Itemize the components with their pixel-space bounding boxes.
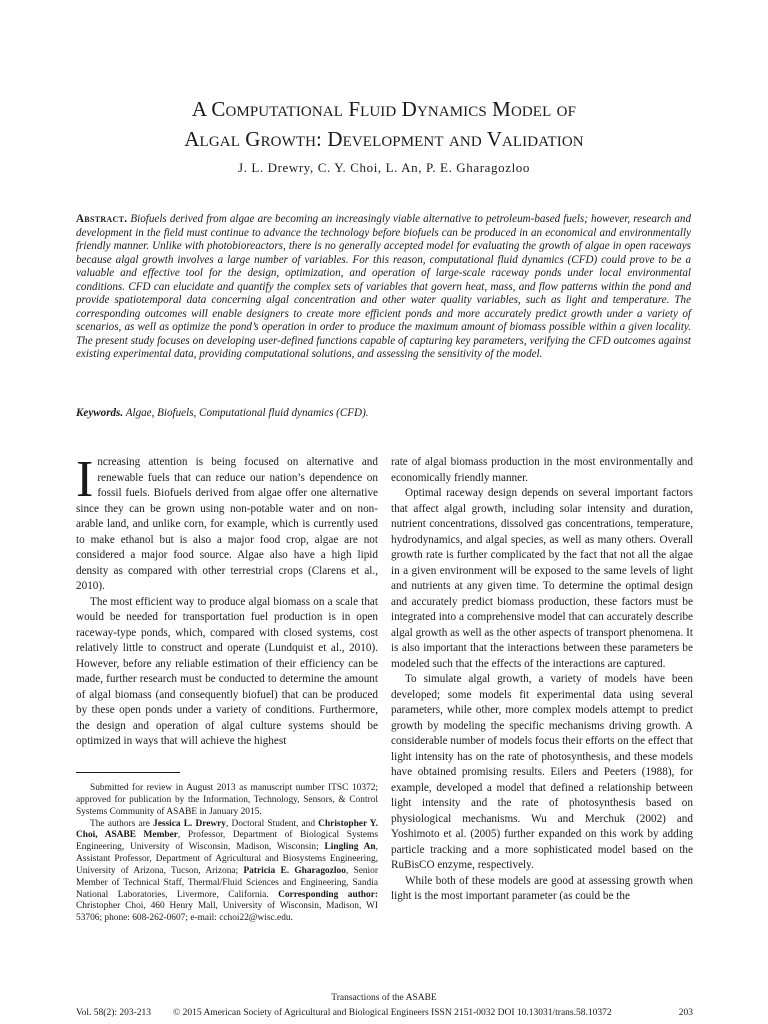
keywords: [76, 406, 691, 420]
body-paragraph: Optimal raceway design depends on several important factors that affect algal growth, including solar intensity and duration, nutrient concentrations, dissolved gas concentrations, temperature, hydrodynamics, and algal species, as well as many others. Overall growth rate is further complicated by the fact that not all the algae in a given environment will be exposed to the same levels of light and nutrients at any given time. To determine the optimal design and accurately predict biomass production, these factors must be integrated into a comprehensive model that can accurately describe algal growth as well as the other aspects of transport phenomena. It is also important that the interactions between these parameters be modeled such that the effects of the interactions are captured.: [391, 487, 693, 670]
author-name: Jessica L. Drewry: [153, 818, 226, 829]
intro-paragraph: [76, 451, 378, 595]
intro-paragraph-text: ncreasing attention is being focused on alternative and renewable fuels that can reduce our nation’s dependence on fossil fuels. Biofuels derived from algae offer one alternative since they can be grown using non-potable water and on non-arable land, and unlike corn, for example, which is currently used to make ethanol but is also a major food crop, algae are not considered a major food source. Algae also have a high lipid density as compared with other terrestrial crops (Clarens et al., 2010).: [76, 456, 378, 592]
author-name: Lingling An: [324, 842, 376, 853]
abstract-text: Biofuels derived from algae are becoming an increasingly viable alternative to petroleum-based fuels; however, research and development in the field must continue to advance the technology before biofuels can be produced in an economical and environmentally friendly manner. Unlike with photobioreactors, there is no generally accepted model for evaluating the growth of algae in open raceways because algal growth involves a large number of variables. For this reason, computational fluid dynamics (CFD) could prove to be a valuable and effective tool for the design, optimization, and operation of large-scale raceway ponds under local environmental conditions. CFD can elucidate and quantify the complex sets of variables that govern heat, mass, and flow patterns within the pond and provide spatiotemporal data concerning algal concentration and other water quality variables, such as light and temperature. The corresponding outcomes will enable designers to create more efficient ponds and more accurately predict growth under a variety of scenarios, as well as optimize the pond’s operation in order to produce the maximum amount of biomass possible within a given locality. The present study focuses on developing user-defined functions capable of capturing key parameters, verifying the CFD outcomes against existing experimental data, providing computational solutions, and assessing the sensitivity of the model.: [76, 213, 691, 361]
footnote-text: Christopher Choi, 460 Henry Mall, University of Wisconsin, Madison, WI 53706; phone: 608-262-0607; e-mail: cchoi22@wisc.edu.: [76, 901, 378, 924]
right-column: [391, 455, 693, 905]
keywords-heading: Keywords.: [76, 407, 124, 419]
footnote-text: , Doctoral Student, and: [226, 818, 319, 829]
keywords-text: Algae, Biofuels, Computational fluid dynamics (CFD).: [123, 407, 369, 419]
paper-title: [0, 94, 768, 154]
abstract-heading: Abstract.: [76, 213, 128, 225]
body-paragraph: To simulate algal growth, a variety of models have been developed; some models fit experimental data using several parameters, while other, more complex models attempt to predict growth by modeling the specific mechanisms driving growth. A considerable number of models focus their efforts on the effect that light intensity has on the rate of photosynthesis, and these models have obtained promising results. Eilers and Peeters (1988), for example, developed a model that defined a relationship between light intensity and the rate of photosynthesis based on physiological mechanisms. Wu and Merchuk (2002) and Yoshimoto et al. (2005) further expanded on this work by adding particle tracking and a more sophisticated model based on the RuBisCO enzyme, respectively.: [391, 673, 693, 871]
footnote-text: , Senior Member of Technical Staff, Thermal/Fluid Sciences and Engineering, Sandia National Laboratories, Livermore, California.: [76, 865, 378, 900]
footnote-text: , Assistant Professor, Department of Agricultural and Biosystems Engineering, University of Arizona, Tucson, Arizona;: [76, 842, 378, 876]
copyright-info: © 2015 American Society of Agricultural and Biological Engineers ISSN 2151-0032 DOI 10.13031/trans.58.10372: [173, 1008, 612, 1018]
author-name: Patricia E. Gharagozloo: [243, 865, 346, 876]
body-paragraph: The most efficient way to produce algal biomass on a scale that would be needed for transportation fuel production is in open raceway-type ponds, which, compared with closed systems, cost relatively little to construct and operate (Lundquist et al., 2010). However, before any reliable estimation of their efficiency can be made, further research must be conducted to determine the amount of algal biomass (and consequently biofuel) that can be produced by these open ponds under a variety of conditions. Furthermore, the design and operation of algal culture systems should be optimized in ways that will achieve the highest: [76, 595, 378, 747]
left-column: [76, 451, 378, 750]
corresponding-author-label: Corresponding author:: [278, 889, 378, 900]
body-paragraph: While both of these models are good at assessing growth when light is the most important parameter (as could be the: [391, 874, 693, 902]
page-number: 203: [678, 1008, 693, 1018]
author-name: Christopher Y. Choi, ASABE Member: [76, 818, 378, 841]
footnotes: [76, 783, 378, 925]
title-line-1: A Computational Fluid Dynamics Model of: [191, 97, 577, 121]
title-line-2: Algal Growth: Development and Validation: [184, 127, 584, 151]
body-paragraph: rate of algal biomass production in the most environmentally and economically friendly manner.: [391, 456, 693, 484]
author-list: J. L. Drewry, C. Y. Choi, L. An, P. E. Gharagozloo: [237, 160, 531, 175]
drop-cap: I: [76, 451, 94, 508]
footnote-divider: [76, 772, 180, 773]
footnote-text: , Professor, Department of Biological Systems Engineering, University of Wisconsin, Madison, Wisconsin;: [76, 830, 378, 853]
footnote-text: The authors are: [90, 818, 153, 829]
footnote-submission: Submitted for review in August 2013 as manuscript number ITSC 10372; approved for publication by the Information, Technology, Sensors, & Control Systems Community of ASABE in January 2015.: [76, 783, 378, 817]
abstract: [76, 213, 691, 362]
journal-name: Transactions of the ASABE: [331, 993, 437, 1003]
footnote-authors: [76, 819, 378, 926]
volume-info: Vol. 58(2): 203-213: [76, 1008, 152, 1018]
